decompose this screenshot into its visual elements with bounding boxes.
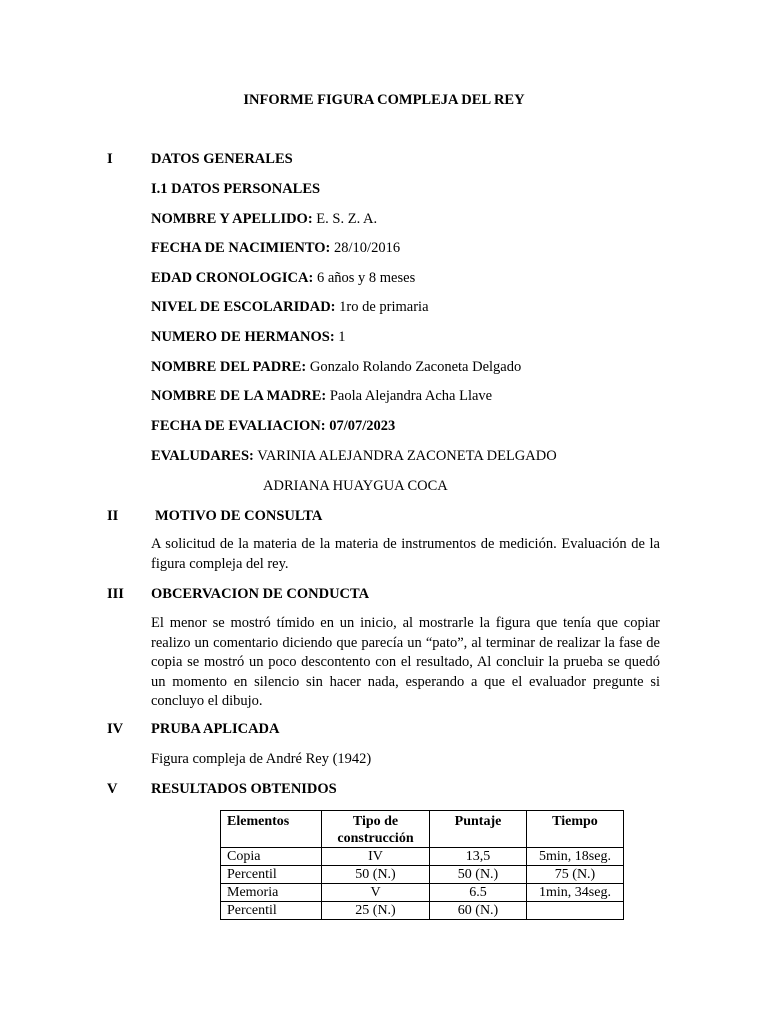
table-cell: Copia [221, 848, 322, 866]
table-cell: 50 (N.) [430, 866, 527, 884]
evaluator-second: ADRIANA HUAYGUA COCA [263, 478, 448, 494]
results-table [220, 810, 624, 920]
field-value: VARINIA ALEJANDRA ZACONETA DELGADO [253, 448, 557, 464]
section-4-number: IV [107, 721, 124, 737]
column-header: Tipo de construcción [322, 811, 430, 848]
section-2-number: II [107, 508, 119, 524]
field-value: 1ro de primaria [335, 299, 429, 315]
field-label: EDAD CRONOLOGICA: [151, 270, 314, 286]
field-hermanos [151, 329, 346, 346]
section-2-heading: MOTIVO DE CONSULTA [155, 508, 323, 524]
section-3-heading: OBCERVACION DE CONDUCTA [151, 586, 370, 602]
field-madre [151, 388, 492, 405]
field-fecha-evaluacion [151, 418, 395, 435]
table-cell: 6.5 [430, 884, 527, 902]
section-5-heading: RESULTADOS OBTENIDOS [151, 781, 337, 797]
table-cell: 75 (N.) [527, 866, 624, 884]
field-label: NUMERO DE HERMANOS: [151, 329, 335, 345]
table-cell: 5min, 18seg. [527, 848, 624, 866]
field-label: EVALUDARES: [151, 448, 254, 464]
table-header-row [221, 811, 624, 848]
table-cell: IV [322, 848, 430, 866]
field-value: 6 años y 8 meses [313, 270, 416, 286]
table-cell: 1min, 34seg. [527, 884, 624, 902]
column-header: Elementos [221, 811, 322, 848]
field-value: E. S. Z. A. [312, 211, 378, 227]
field-label: FECHA DE NACIMIENTO: [151, 240, 331, 256]
table-cell: V [322, 884, 430, 902]
field-value: 28/10/2016 [330, 240, 401, 256]
table-row [221, 884, 624, 902]
field-label: NOMBRE DE LA MADRE: [151, 388, 327, 404]
field-value: Gonzalo Rolando Zaconeta Delgado [306, 359, 522, 375]
section-3-number: III [107, 586, 124, 602]
field-label: NIVEL DE ESCOLARIDAD: [151, 299, 336, 315]
table-cell: 25 (N.) [322, 902, 430, 920]
section-2-text: A solicitud de la materia de la materia de instrumentos de medición. Evaluación de la figura compleja del rey. [151, 536, 660, 572]
personal-data-subheading: I.1 DATOS PERSONALES [151, 181, 321, 197]
section-4-heading: PRUBA APLICADA [151, 721, 280, 737]
table-cell: Memoria [221, 884, 322, 902]
table-cell: 60 (N.) [430, 902, 527, 920]
field-edad [151, 270, 415, 287]
field-value: 1 [334, 329, 346, 345]
column-header: Tiempo [527, 811, 624, 848]
document-title: INFORME FIGURA COMPLEJA DEL REY [243, 92, 525, 108]
table-row [221, 866, 624, 884]
field-evaluadores [151, 448, 557, 465]
table-cell: 50 (N.) [322, 866, 430, 884]
field-label: NOMBRE Y APELLIDO: [151, 211, 313, 227]
section-5-number: V [107, 781, 118, 797]
field-label: FECHA DE EVALIACION: 07/07/2023 [151, 418, 396, 434]
table-cell: 13,5 [430, 848, 527, 866]
field-value: Paola Alejandra Acha Llave [326, 388, 493, 404]
section-1-number: I [107, 151, 113, 167]
section-1-heading: DATOS GENERALES [151, 151, 293, 167]
table-row [221, 848, 624, 866]
table-cell [527, 902, 624, 920]
field-padre [151, 359, 521, 376]
table-cell: Percentil [221, 902, 322, 920]
field-label: NOMBRE DEL PADRE: [151, 359, 307, 375]
field-fecha-nacimiento [151, 240, 400, 257]
field-escolaridad [151, 299, 429, 316]
table-row [221, 902, 624, 920]
section-4-text: Figura compleja de André Rey (1942) [151, 751, 372, 767]
table-cell: Percentil [221, 866, 322, 884]
section-3-text: El menor se mostró tímido en un inicio, al mostrarle la figura que tenía que copiar realizo un comentario diciendo que parecía un “pato”, al terminar de realizar la fase de copia se mostró un poco descontento con el resultado, Al concluir la prueba se quedó un momento en silencio sin hacer nada, esperando a que el evaluador pregunte si concluyo el dibujo. [151, 615, 660, 710]
column-header: Puntaje [430, 811, 527, 848]
field-nombre [151, 211, 377, 228]
